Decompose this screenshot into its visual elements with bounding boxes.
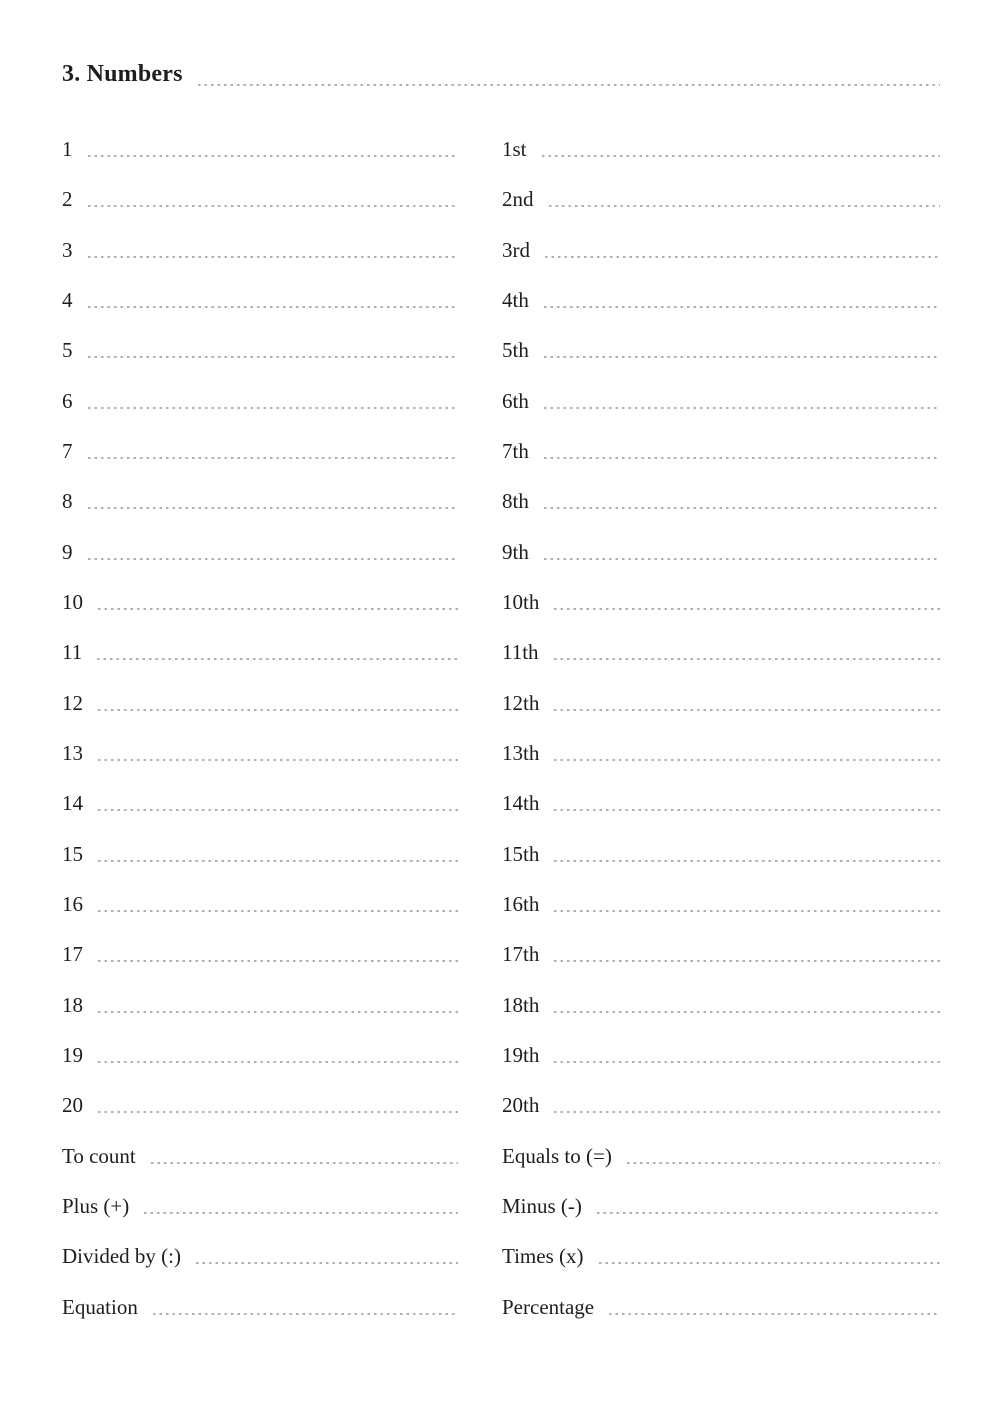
row-label: 12 xyxy=(62,690,83,715)
row-label: 18th xyxy=(502,992,540,1017)
fill-in-row xyxy=(62,568,458,618)
answer-dotted-line xyxy=(98,960,458,962)
fill-in-row xyxy=(502,366,940,416)
answer-dotted-line xyxy=(554,1111,940,1113)
row-label: 9th xyxy=(502,539,529,564)
answer-dotted-line xyxy=(98,608,458,610)
fill-in-row xyxy=(62,1222,458,1272)
answer-dotted-line xyxy=(88,507,459,509)
row-label: 10 xyxy=(62,589,83,614)
answer-dotted-line xyxy=(544,356,940,358)
answer-dotted-line xyxy=(542,155,940,157)
fill-in-row xyxy=(502,517,940,567)
row-label: 19th xyxy=(502,1043,540,1068)
row-label: 20 xyxy=(62,1093,83,1118)
answer-dotted-line xyxy=(599,1262,941,1264)
fill-in-row xyxy=(62,266,458,316)
fill-in-row xyxy=(502,668,940,718)
row-label: 7th xyxy=(502,438,529,463)
ordinal-numbers-column xyxy=(502,115,940,1323)
fill-in-row xyxy=(502,1021,940,1071)
row-label: Minus (-) xyxy=(502,1194,582,1219)
row-label: 5th xyxy=(502,338,529,363)
row-label: 1st xyxy=(502,136,527,161)
row-label: 17 xyxy=(62,942,83,967)
answer-dotted-line xyxy=(554,910,940,912)
fill-in-row xyxy=(62,1272,458,1322)
fill-in-row xyxy=(62,618,458,668)
answer-dotted-line xyxy=(98,1111,458,1113)
answer-dotted-line xyxy=(98,910,458,912)
answer-dotted-line xyxy=(151,1162,458,1164)
answer-dotted-line xyxy=(544,558,940,560)
fill-in-row xyxy=(62,719,458,769)
answer-dotted-line xyxy=(153,1313,458,1315)
row-label: 20th xyxy=(502,1093,540,1118)
row-label: 14th xyxy=(502,791,540,816)
fill-in-row xyxy=(62,920,458,970)
fill-in-row xyxy=(502,165,940,215)
fill-in-row xyxy=(502,568,940,618)
answer-dotted-line xyxy=(544,457,940,459)
section-title: 3. Numbers xyxy=(62,61,183,87)
fill-in-row xyxy=(62,1172,458,1222)
answer-dotted-line xyxy=(88,205,459,207)
answer-dotted-line xyxy=(554,658,940,660)
fill-in-row xyxy=(62,870,458,920)
fill-in-row xyxy=(502,417,940,467)
row-label: 17th xyxy=(502,942,540,967)
fill-in-row xyxy=(62,1071,458,1121)
answer-dotted-line xyxy=(88,558,459,560)
answer-dotted-line xyxy=(545,256,940,258)
fill-in-row xyxy=(62,668,458,718)
answer-dotted-line xyxy=(554,960,940,962)
row-label: 4 xyxy=(62,287,73,312)
answer-dotted-line xyxy=(544,407,940,409)
row-label: 6th xyxy=(502,388,529,413)
fill-in-row xyxy=(502,1071,940,1121)
answer-dotted-line xyxy=(554,608,940,610)
answer-dotted-line xyxy=(88,256,459,258)
row-label: 13th xyxy=(502,740,540,765)
answer-dotted-line xyxy=(98,809,458,811)
answer-dotted-line xyxy=(544,507,940,509)
fill-in-row xyxy=(62,316,458,366)
answer-dotted-line xyxy=(88,155,459,157)
fill-in-row xyxy=(502,920,940,970)
row-label: Percentage xyxy=(502,1294,595,1319)
row-label: 3rd xyxy=(502,237,530,262)
fill-in-row xyxy=(502,115,940,165)
row-label: 13 xyxy=(62,740,83,765)
answer-dotted-line xyxy=(544,306,940,308)
answer-dotted-line xyxy=(88,356,459,358)
answer-dotted-line xyxy=(98,1011,458,1013)
answer-dotted-line xyxy=(98,709,458,711)
answer-dotted-line xyxy=(549,205,941,207)
row-label: Equals to (=) xyxy=(502,1143,612,1168)
row-label: Times (x) xyxy=(502,1244,584,1269)
row-label: 16th xyxy=(502,892,540,916)
row-label: 6 xyxy=(62,388,73,413)
title-dotted-line xyxy=(198,84,940,86)
row-label: 2nd xyxy=(502,187,534,212)
fill-in-row xyxy=(502,215,940,265)
row-label: 9 xyxy=(62,539,73,564)
row-label: 4th xyxy=(502,287,529,312)
row-label: 8th xyxy=(502,489,529,514)
answer-dotted-line xyxy=(597,1212,940,1214)
row-label: Plus (+) xyxy=(62,1194,130,1219)
fill-in-row xyxy=(62,517,458,567)
row-label: 12th xyxy=(502,690,540,715)
answer-dotted-line xyxy=(88,457,459,459)
fill-in-row xyxy=(502,819,940,869)
row-label: 14 xyxy=(62,791,83,816)
fill-in-row xyxy=(62,970,458,1020)
fill-in-row xyxy=(62,467,458,517)
row-label: 11 xyxy=(62,640,83,665)
fill-in-row xyxy=(62,417,458,467)
row-label: 2 xyxy=(62,187,73,212)
fill-in-row xyxy=(502,467,940,517)
fill-in-row xyxy=(502,1272,940,1322)
answer-dotted-line xyxy=(97,658,458,660)
row-label: 5 xyxy=(62,338,73,363)
row-label: 7 xyxy=(62,438,73,463)
fill-in-row xyxy=(502,1172,940,1222)
answer-dotted-line xyxy=(98,1061,458,1063)
answer-dotted-line xyxy=(196,1262,458,1264)
answer-dotted-line xyxy=(554,1061,940,1063)
fill-in-row xyxy=(62,115,458,165)
row-label: 16 xyxy=(62,892,83,916)
fill-in-row xyxy=(502,1121,940,1171)
fill-in-row xyxy=(62,1021,458,1071)
fill-in-row xyxy=(502,719,940,769)
row-label: 15th xyxy=(502,841,540,866)
fill-in-row xyxy=(62,165,458,215)
row-label: 8 xyxy=(62,489,73,514)
row-label: 3 xyxy=(62,237,73,262)
row-label: To count xyxy=(62,1143,136,1168)
row-label: 10th xyxy=(502,589,540,614)
answer-dotted-line xyxy=(98,860,458,862)
cardinal-numbers-column xyxy=(62,115,458,1323)
answer-dotted-line xyxy=(144,1212,458,1214)
row-label: 19 xyxy=(62,1043,83,1068)
answer-dotted-line xyxy=(88,407,459,409)
fill-in-row xyxy=(502,970,940,1020)
answer-dotted-line xyxy=(88,306,459,308)
fill-in-row xyxy=(62,366,458,416)
section-header xyxy=(62,62,940,86)
fill-in-row xyxy=(502,870,940,920)
answer-dotted-line xyxy=(554,860,940,862)
answer-dotted-line xyxy=(98,759,458,761)
row-label: 18 xyxy=(62,992,83,1017)
fill-in-row xyxy=(502,316,940,366)
answer-dotted-line xyxy=(554,759,940,761)
fill-in-row xyxy=(62,819,458,869)
fill-in-row xyxy=(62,1121,458,1171)
row-label: Equation xyxy=(62,1294,138,1319)
answer-dotted-line xyxy=(627,1162,940,1164)
fill-in-row xyxy=(502,618,940,668)
fill-in-row xyxy=(62,769,458,819)
fill-in-row xyxy=(502,266,940,316)
answer-dotted-line xyxy=(609,1313,940,1315)
fill-in-row xyxy=(502,1222,940,1272)
row-label: 11th xyxy=(502,640,539,665)
answer-dotted-line xyxy=(554,809,940,811)
fill-in-row xyxy=(62,215,458,265)
worksheet-columns xyxy=(62,115,940,1323)
answer-dotted-line xyxy=(554,709,940,711)
row-label: 15 xyxy=(62,841,83,866)
row-label: Divided by (:) xyxy=(62,1244,181,1269)
answer-dotted-line xyxy=(554,1011,940,1013)
row-label: 1 xyxy=(62,136,73,161)
fill-in-row xyxy=(502,769,940,819)
